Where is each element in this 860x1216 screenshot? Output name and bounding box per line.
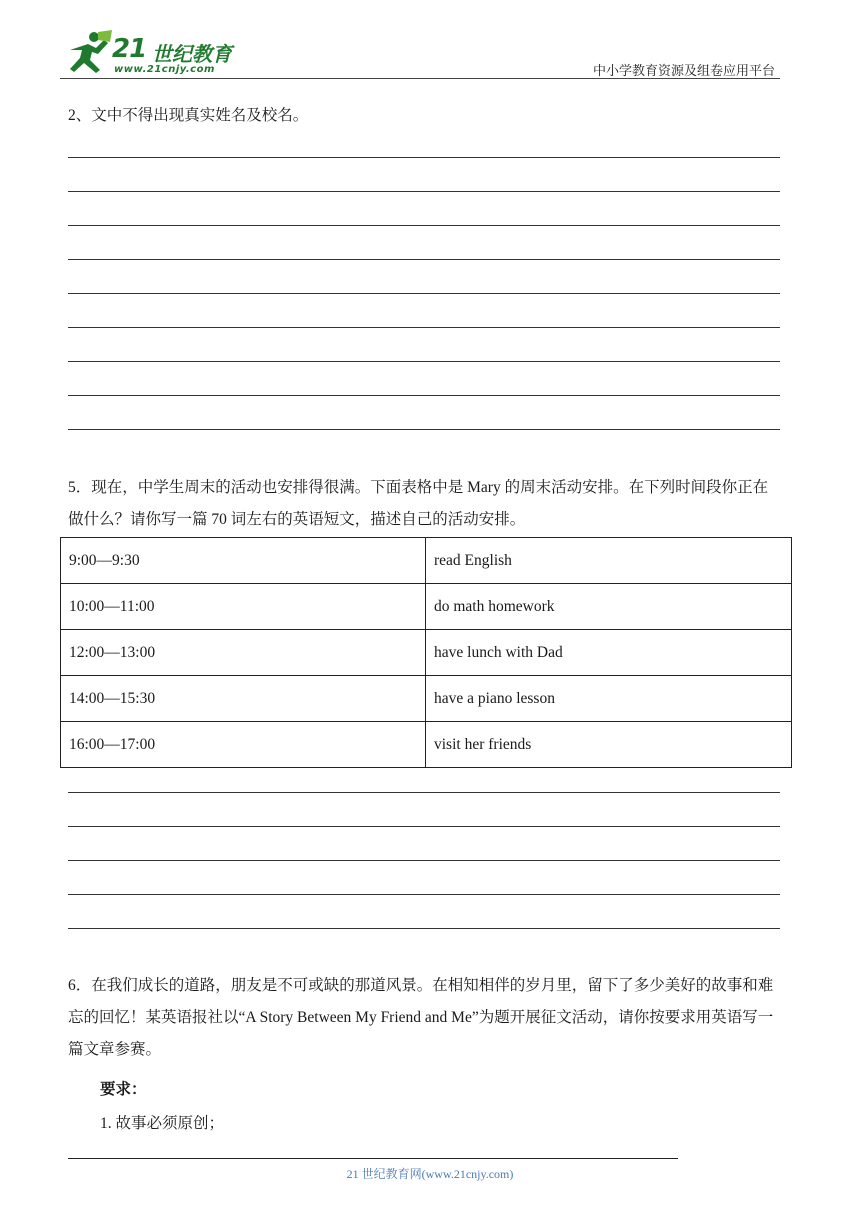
answer-line[interactable] xyxy=(68,361,780,362)
logo-url: www.21cnjy.com xyxy=(114,64,215,75)
activity-cell: do math homework xyxy=(426,584,792,630)
answer-line[interactable] xyxy=(68,860,780,861)
answer-line[interactable] xyxy=(68,293,780,294)
time-cell: 16:00—17:00 xyxy=(61,722,426,768)
runner-logo-icon xyxy=(62,30,114,76)
answer-line[interactable] xyxy=(68,826,780,827)
time-cell: 9:00—9:30 xyxy=(61,538,426,584)
time-cell: 14:00—15:30 xyxy=(61,676,426,722)
activity-cell: read English xyxy=(426,538,792,584)
page-header xyxy=(0,0,860,82)
platform-text: 中小学教育资源及组卷应用平台 xyxy=(592,63,775,78)
answer-line[interactable] xyxy=(68,429,780,430)
header-divider xyxy=(60,78,780,79)
answer-line[interactable] xyxy=(68,259,780,260)
footer-divider xyxy=(68,1158,678,1159)
instruction-line: 2、文中不得出现真实姓名及校名。 xyxy=(68,107,309,124)
requirement-1: 1. 故事必须原创； xyxy=(100,1115,225,1132)
table-row xyxy=(61,630,792,676)
answer-line[interactable] xyxy=(68,157,780,158)
logo xyxy=(62,30,232,80)
question-5-text: 5．现在，中学生周末的活动也安排得很满。下面表格中是 Mary 的周末活动安排。在下列时间段你正在做什么？请你写一篇 70 词左右的英语短文，描述自己的活动安排。 xyxy=(68,479,769,528)
answer-line[interactable] xyxy=(68,191,780,192)
answer-line[interactable] xyxy=(68,792,780,793)
answer-line[interactable] xyxy=(68,225,780,226)
activity-cell: visit her friends xyxy=(426,722,792,768)
table-row xyxy=(61,538,792,584)
footer-text: 21 世纪教育网(www.21cnjy.com) xyxy=(346,1167,514,1181)
table-row xyxy=(61,676,792,722)
schedule-table xyxy=(60,537,792,768)
table-row xyxy=(61,584,792,630)
logo-text: 世纪教育 xyxy=(152,42,232,66)
time-cell: 12:00—13:00 xyxy=(61,630,426,676)
requirements-label: 要求： xyxy=(100,1081,147,1098)
answer-line[interactable] xyxy=(68,327,780,328)
question-6-text: 6．在我们成长的道路，朋友是不可或缺的那道风景。在相知相伴的岁月里，留下了多少美好的故事和难忘的回忆！某英语报社以“A Story Between My Friend and Me”为题开展征文活动，请你按要求用英语写一篇文章参赛。 xyxy=(68,977,774,1058)
table-row xyxy=(61,722,792,768)
answer-line[interactable] xyxy=(68,894,780,895)
activity-cell: have lunch with Dad xyxy=(426,630,792,676)
time-cell: 10:00—11:00 xyxy=(61,584,426,630)
activity-cell: have a piano lesson xyxy=(426,676,792,722)
logo-number: 21 xyxy=(112,34,147,64)
answer-line[interactable] xyxy=(68,395,780,396)
answer-line[interactable] xyxy=(68,928,780,929)
